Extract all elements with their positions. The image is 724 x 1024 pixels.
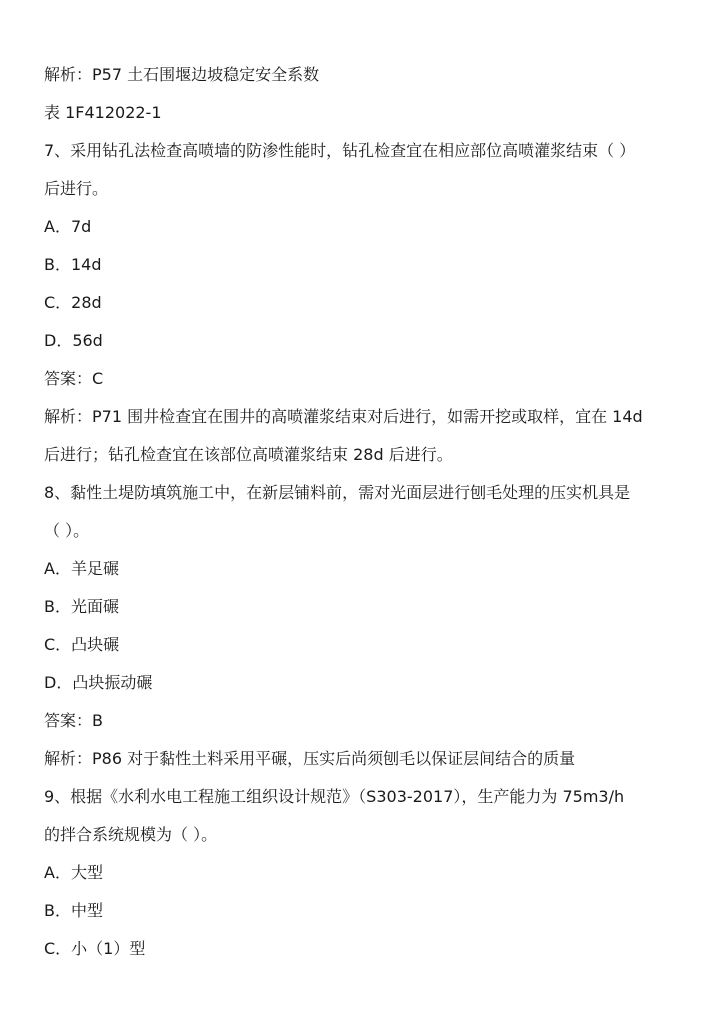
question-8-stem-cont: （ ）。: [44, 521, 90, 540]
question-9-stem: 9、根据《水利水电工程施工组织设计规范》（S303-2017），生产能力为 75m3/h: [44, 787, 625, 806]
q9-option-a: A．大型: [44, 863, 103, 882]
q7-analysis: 解析：P71 围井检查宜在围井的高喷灌浆结束对后进行，如需开挖或取样，宜在 14d: [44, 407, 643, 426]
analysis-q6: 解析：P57 土石围堰边坡稳定安全系数: [44, 65, 320, 84]
q8-option-b: B．光面碾: [44, 597, 119, 616]
q8-answer: 答案：B: [44, 711, 103, 730]
q8-option-a: A．羊足碾: [44, 559, 119, 578]
q9-option-c: C．小（1）型: [44, 939, 146, 958]
q8-analysis: 解析：P86 对于黏性土料采用平碾，压实后尚须刨毛以保证层间结合的质量: [44, 749, 576, 768]
q7-option-c: C．28d: [44, 293, 102, 312]
question-7-stem-cont: 后进行。: [44, 179, 109, 198]
question-8-stem: 8、黏性土堤防填筑施工中，在新层铺料前，需对光面层进行刨毛处理的压实机具是: [44, 483, 631, 502]
document-page: [44, 56, 690, 968]
q7-analysis-cont: 后进行；钻孔检查宜在该部位高喷灌浆结束 28d 后进行。: [44, 445, 453, 464]
q7-option-a: A．7d: [44, 217, 92, 236]
analysis-q6-table-ref: 表 1F412022-1: [44, 103, 162, 122]
q7-option-b: B．14d: [44, 255, 102, 274]
q8-option-d: D．凸块振动碾: [44, 673, 153, 692]
question-7-stem: 7、采用钻孔法检查高喷墙的防渗性能时，钻孔检查宜在相应部位高喷灌浆结束（ ）: [44, 141, 636, 160]
q7-option-d: D．56d: [44, 331, 103, 350]
q9-option-b: B．中型: [44, 901, 103, 920]
question-9-stem-cont: 的拌合系统规模为（ ）。: [44, 825, 218, 844]
q7-answer: 答案：C: [44, 369, 104, 388]
q8-option-c: C．凸块碾: [44, 635, 120, 654]
